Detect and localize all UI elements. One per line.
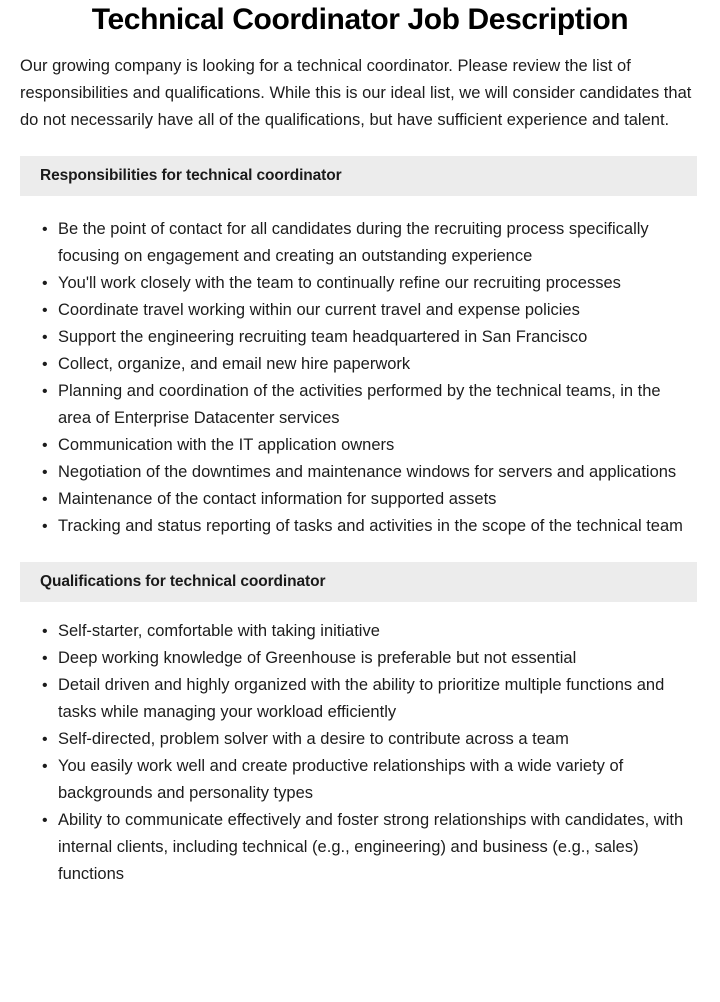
list-item-text: Detail driven and highly organized with the ability to prioritize multiple functions and tasks while managing your workload efficiently	[58, 676, 665, 722]
bullet-icon: •	[42, 356, 48, 374]
bullet-icon: •	[42, 383, 48, 401]
list-item-text: Ability to communicate effectively and foster strong relationships with candidates, with internal clients, including technical (e.g., engineering) and business (e.g., sales) functions	[58, 811, 684, 884]
section-responsibilities	[0, 156, 720, 540]
list-item-text: Tracking and status reporting of tasks and activities in the scope of the technical team	[58, 517, 683, 536]
bullet-icon: •	[42, 677, 48, 695]
bullet-icon: •	[42, 437, 48, 455]
list-item	[20, 324, 694, 351]
list-item	[20, 618, 694, 645]
bullet-icon: •	[42, 275, 48, 293]
intro-paragraph: Our growing company is looking for a technical coordinator. Please review the list of responsibilities and qualifications. While this is our ideal list, we will consider candidates that do not necessarily have all of the qualifications, but have sufficient experience and talent.	[20, 57, 692, 130]
section-heading-label: Qualifications for technical coordinator	[40, 573, 326, 591]
list-item	[20, 297, 694, 324]
list-item-text: Maintenance of the contact information for supported assets	[58, 490, 497, 509]
list-item-text: Be the point of contact for all candidates during the recruiting process specifically focusing on engagement and creating an outstanding experience	[58, 220, 649, 266]
list-item	[20, 513, 694, 540]
qualifications-list	[20, 618, 694, 888]
list-item-text: Communication with the IT application owners	[58, 436, 395, 455]
bullet-icon: •	[42, 491, 48, 509]
bullet-icon: •	[42, 731, 48, 749]
list-item	[20, 486, 694, 513]
bullet-icon: •	[42, 221, 48, 239]
section-heading-label: Responsibilities for technical coordinator	[40, 167, 342, 185]
bullet-icon: •	[42, 518, 48, 536]
list-item-text: You easily work well and create productive relationships with a wide variety of backgrounds and personality types	[58, 757, 624, 803]
bullet-icon: •	[42, 650, 48, 668]
bullet-icon: •	[42, 302, 48, 320]
list-item	[20, 726, 694, 753]
list-item-text: Self-directed, problem solver with a desire to contribute across a team	[58, 730, 569, 749]
list-item	[20, 807, 694, 888]
list-item-text: Collect, organize, and email new hire paperwork	[58, 355, 411, 374]
section-header-responsibilities	[20, 156, 697, 196]
list-item	[20, 753, 694, 807]
list-item-text: Support the engineering recruiting team headquartered in San Francisco	[58, 328, 588, 347]
list-item	[20, 645, 694, 672]
list-item-text: You'll work closely with the team to continually refine our recruiting processes	[58, 274, 621, 293]
bullet-icon: •	[42, 329, 48, 347]
list-item-text: Planning and coordination of the activities performed by the technical teams, in the area of Enterprise Datacenter services	[58, 382, 661, 428]
page-title: Technical Coordinator Job Description	[91, 3, 629, 36]
list-item	[20, 378, 694, 432]
bullet-icon: •	[42, 464, 48, 482]
list-item-text: Coordinate travel working within our current travel and expense policies	[58, 301, 580, 320]
list-item	[20, 672, 694, 726]
section-qualifications	[0, 562, 720, 888]
bullet-icon: •	[42, 812, 48, 830]
section-header-qualifications	[20, 562, 697, 602]
bullet-icon: •	[42, 758, 48, 776]
bullet-icon: •	[42, 623, 48, 641]
list-item-text: Negotiation of the downtimes and maintenance windows for servers and applications	[58, 463, 677, 482]
list-item	[20, 216, 694, 270]
list-item	[20, 270, 694, 297]
list-item-text: Self-starter, comfortable with taking initiative	[58, 622, 380, 641]
list-item-text: Deep working knowledge of Greenhouse is preferable but not essential	[58, 649, 577, 668]
list-item	[20, 459, 694, 486]
list-item	[20, 351, 694, 378]
list-item	[20, 432, 694, 459]
responsibilities-list	[20, 216, 694, 540]
